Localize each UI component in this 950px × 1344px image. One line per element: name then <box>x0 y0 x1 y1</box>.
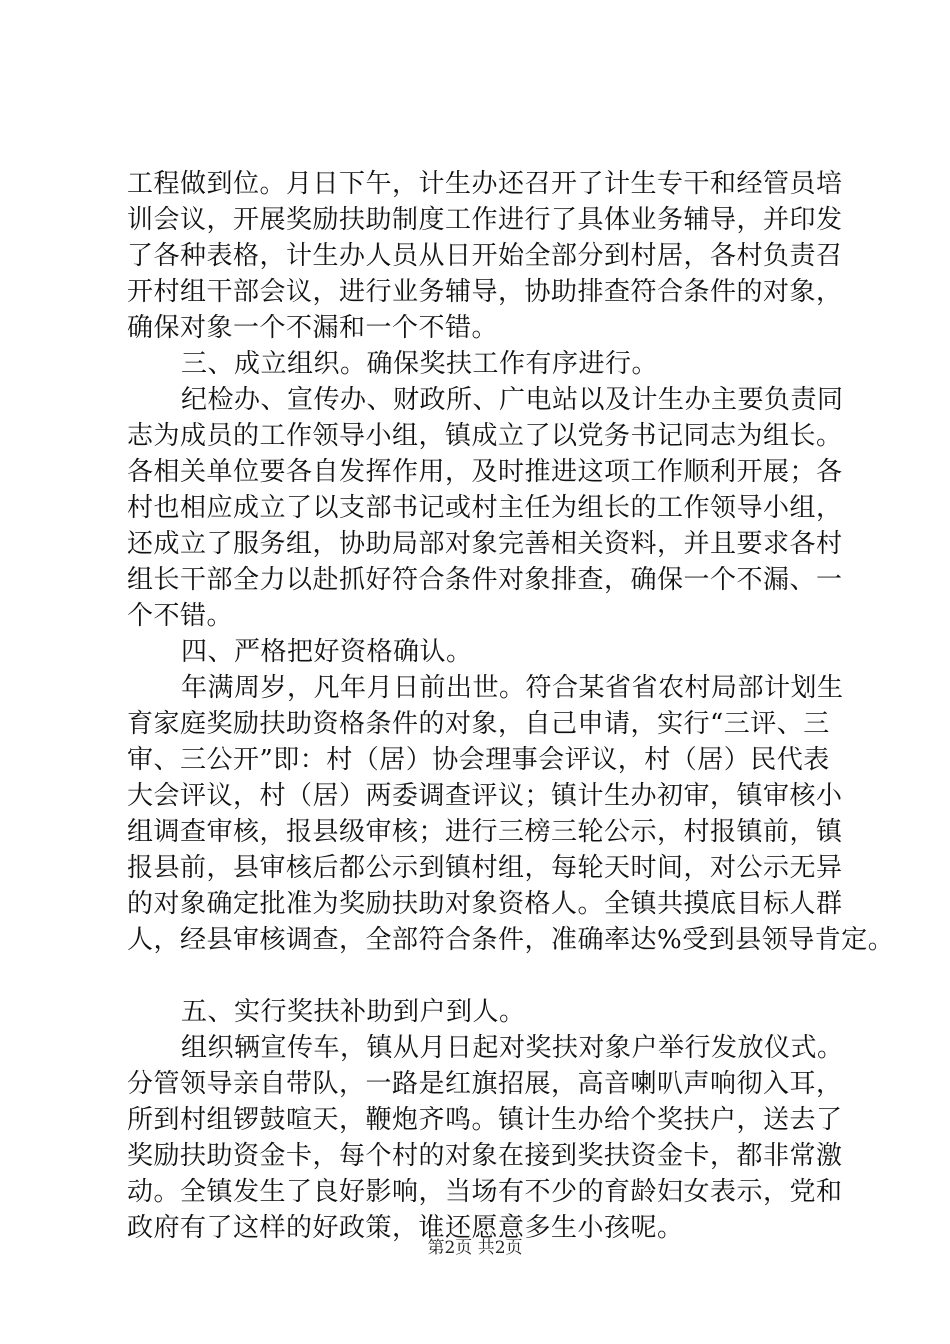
text-line: 组调查审核，报县级审核；进行三榜三轮公示，村报镇前，镇 <box>127 817 843 847</box>
text-line: 训会议，开展奖励扶助制度工作进行了具体业务辅导，并印发 <box>127 205 843 235</box>
text-line: 育家庭奖励扶助资格条件的对象，自己申请，实行“三评、三 <box>127 709 830 739</box>
text-line: 志为成员的工作领导小组，镇成立了以党务书记同志为组长。 <box>127 421 843 451</box>
text-line: 各相关单位要各自发挥作用，及时推进这项工作顺利开展；各 <box>127 457 843 487</box>
text-line: 审、三公开”即：村（居）协会理事会评议，村（居）民代表 <box>127 745 830 775</box>
text-line: 奖励扶助资金卡，每个村的对象在接到奖扶资金卡，都非常激 <box>127 1141 843 1171</box>
text-line: 的对象确定批准为奖励扶助对象资格人。全镇共摸底目标人群 <box>127 889 843 919</box>
text-line: 五、实行奖扶补助到户到人。 <box>181 997 526 1027</box>
text-line: 纪检办、宣传办、财政所、广电站以及计生办主要负责同 <box>181 385 844 415</box>
text-line: 村也相应成立了以支部书记或村主任为组长的工作领导小组， <box>127 493 843 523</box>
text-line: 大会评议，村（居）两委调查评议；镇计生办初审，镇审核小 <box>127 781 843 811</box>
text-line: 还成立了服务组，协助局部对象完善相关资料，并且要求各村 <box>127 529 843 559</box>
text-line: 确保对象一个不漏和一个不错。 <box>127 313 499 343</box>
text-line: 分管领导亲自带队，一路是红旗招展，高音喇叭声响彻入耳， <box>127 1069 843 1099</box>
text-line: 工程做到位。月日下午，计生办还召开了计生专干和经管员培 <box>127 169 843 199</box>
document-body <box>127 166 895 1246</box>
text-line: 政府有了这样的好政策，谁还愿意多生小孩呢。 <box>127 1213 684 1243</box>
text-line: 年满周岁，凡年月日前出世。符合某省省农村局部计划生 <box>181 673 844 703</box>
text-line: 组长干部全力以赴抓好符合条件对象排查，确保一个不漏、一 <box>127 565 843 595</box>
text-line: 四、严格把好资格确认。 <box>181 637 473 667</box>
text-line: 个不错。 <box>127 601 234 631</box>
text-line: 人，经县审核调查，全部符合条件，准确率达%受到县领导肯定。 <box>127 925 895 955</box>
blank-line <box>127 958 827 994</box>
text-line: 了各种表格，计生办人员从日开始全部分到村居，各村负责召 <box>127 241 843 271</box>
text-line: 组织辆宣传车，镇从月日起对奖扶对象户举行发放仪式。 <box>181 1033 844 1063</box>
text-line: 所到村组锣鼓喧天，鞭炮齐鸣。镇计生办给个奖扶户，送去了 <box>127 1105 843 1135</box>
text-line: 开村组干部会议，进行业务辅导，协助排查符合条件的对象， <box>127 277 843 307</box>
text-line: 动。全镇发生了良好影响，当场有不少的育龄妇女表示，党和 <box>127 1177 843 1207</box>
text-line: 三、成立组织。确保奖扶工作有序进行。 <box>181 349 659 379</box>
text-line: 报县前，县审核后都公示到镇村组，每轮天时间，对公示无异 <box>127 853 843 883</box>
page-footer: 第2页 共2页 <box>427 1238 523 1258</box>
